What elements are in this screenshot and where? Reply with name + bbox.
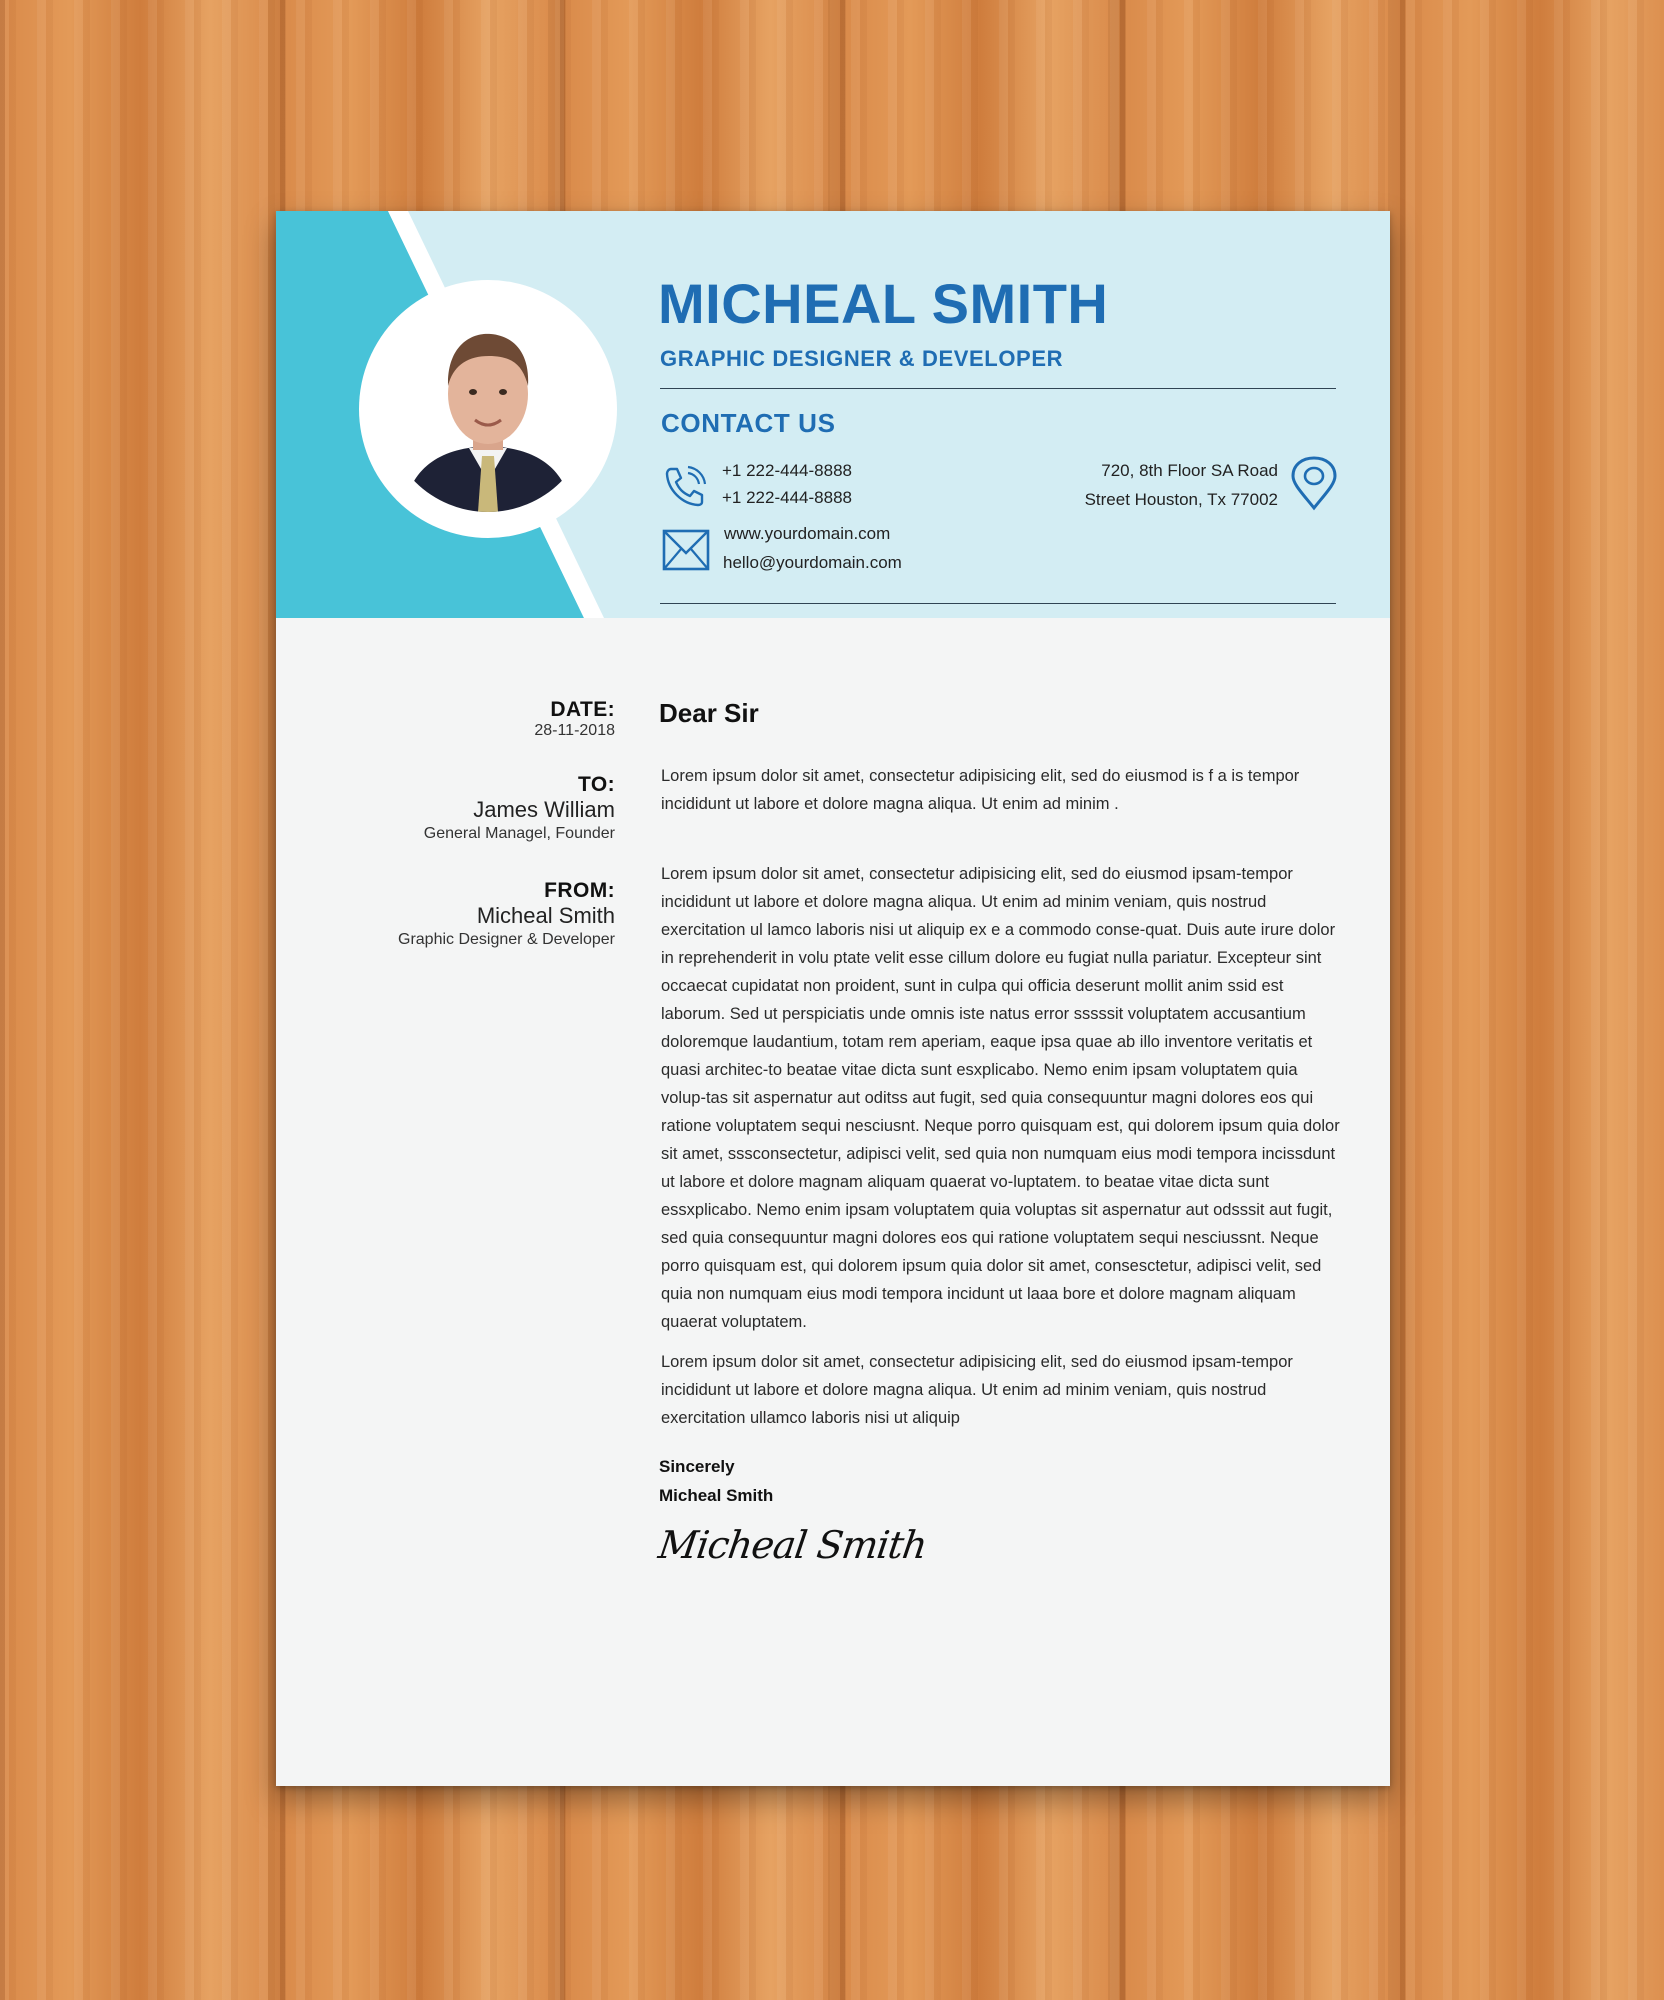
letter-page xyxy=(276,211,1390,1786)
paragraph-1: Lorem ipsum dolor sit amet, consectetur adipisicing elit, sed do eiusmod is f a is tempor incididunt ut labore et dolore magna aliqua. Ut enim ad minim . xyxy=(661,767,1300,813)
recipient-title: General Managel, Founder xyxy=(423,825,615,842)
applicant-name: MICHEAL SMITH xyxy=(658,272,1109,335)
letter-header xyxy=(276,211,1390,618)
to-label: TO: xyxy=(578,773,615,796)
signature: Micheal Smith xyxy=(655,1523,930,1567)
sender-title: Graphic Designer & Developer xyxy=(398,931,615,948)
profile-photo xyxy=(385,306,591,512)
phone-icon xyxy=(662,463,708,509)
location-pin-icon xyxy=(1289,455,1339,511)
mail-icon xyxy=(662,529,710,571)
salutation: Dear Sir xyxy=(659,698,759,728)
phone-number-1: +1 222-444-8888 xyxy=(722,461,852,480)
email-text: hello@yourdomain.com xyxy=(723,553,902,572)
paragraph-3: Lorem ipsum dolor sit amet, consectetur adipisicing elit, sed do eiusmod ipsam-tempor incididunt ut labore et dolore magna aliqua. Ut enim ad minim veniam, quis nostrud exercitation ullamco laboris nisi ut aliquip xyxy=(661,1353,1293,1427)
phone-number-2: +1 222-444-8888 xyxy=(722,488,852,507)
paragraph-2: Lorem ipsum dolor sit amet, consectetur adipisicing elit, sed do eiusmod ipsam-tempor incididunt ut labore et dolore magna aliqua. Ut enim ad minim veniam, quis nostrud exercitation ul lamco laboris nisi ut aliquip ex e a commodo conse-quat. Duis aute irure dolor in reprehenderit in volu ptate velit esse cillum dolore eu fugiat nulla pariatur. Excepteur sint occaecat cupidatat non proident, sunt in culpa qui officia deserunt mollit anim ssid est laborum. Sed ut perspiciatis unde omnis iste natus error sssssit voluptatem accusantium doloremque laudantium, totam rem aperiam, eaque ipsa quae ab illo inventore veritatis et quasi architec-to beatae vitae dicta sunt esxplicabo. Nemo enim ipsam voluptatem quia volup-tas sit aspernatur aut oditss aut fugit, sed quia consequuntur magni dolores eos qui ratione voluptatem sequi nesciusnt. Neque porro quisquam est, qui dolorem ipsum quia dolor sit amet, sssconsectetur, adipisci velit, sed quia non numquam eius modi tempora incissdunt ut labore et dolore magnam aliquam quaerat vo-luptatem. to beatae vitae dicta sunt essxplicabo. Nemo enim ipsam voluptatem quia voluptas sit aspernatur aut odsssit aut fugit, sed quia consequuntur magni dolores eos qui ratione voluptatem sequi nesciussnt. Neque porro quisquam est, qui dolorem ipsum quia dolor sit amet, consesctetur, adipisci velit, sed quia non numquam eius modi tempora incidunt ut laaa bore et dolore magnam aliquam quaerat voluptatem. xyxy=(661,865,1340,1331)
website-text: www.yourdomain.com xyxy=(724,524,891,543)
recipient-block xyxy=(424,773,615,843)
recipient-name: James William xyxy=(473,797,615,822)
person-icon xyxy=(385,306,591,512)
date-value: 28-11-2018 xyxy=(534,722,615,739)
date-label: DATE: xyxy=(550,698,615,721)
closing-name: Micheal Smith xyxy=(659,1486,774,1505)
closing-word: Sincerely xyxy=(659,1457,735,1476)
letter-body xyxy=(276,618,1390,1786)
header-divider-top xyxy=(660,388,1336,389)
from-label: FROM: xyxy=(544,879,615,902)
applicant-role: GRAPHIC DESIGNER & DEVELOPER xyxy=(660,346,1064,371)
date-block xyxy=(534,698,615,740)
header-divider-bottom xyxy=(660,603,1336,604)
sender-name: Micheal Smith xyxy=(476,903,615,928)
contact-title: CONTACT US xyxy=(661,408,836,438)
address-line-2: Street Houston, Tx 77002 xyxy=(1084,490,1278,509)
address-line-1: 720, 8th Floor SA Road xyxy=(1101,461,1278,480)
sender-block xyxy=(398,879,615,949)
